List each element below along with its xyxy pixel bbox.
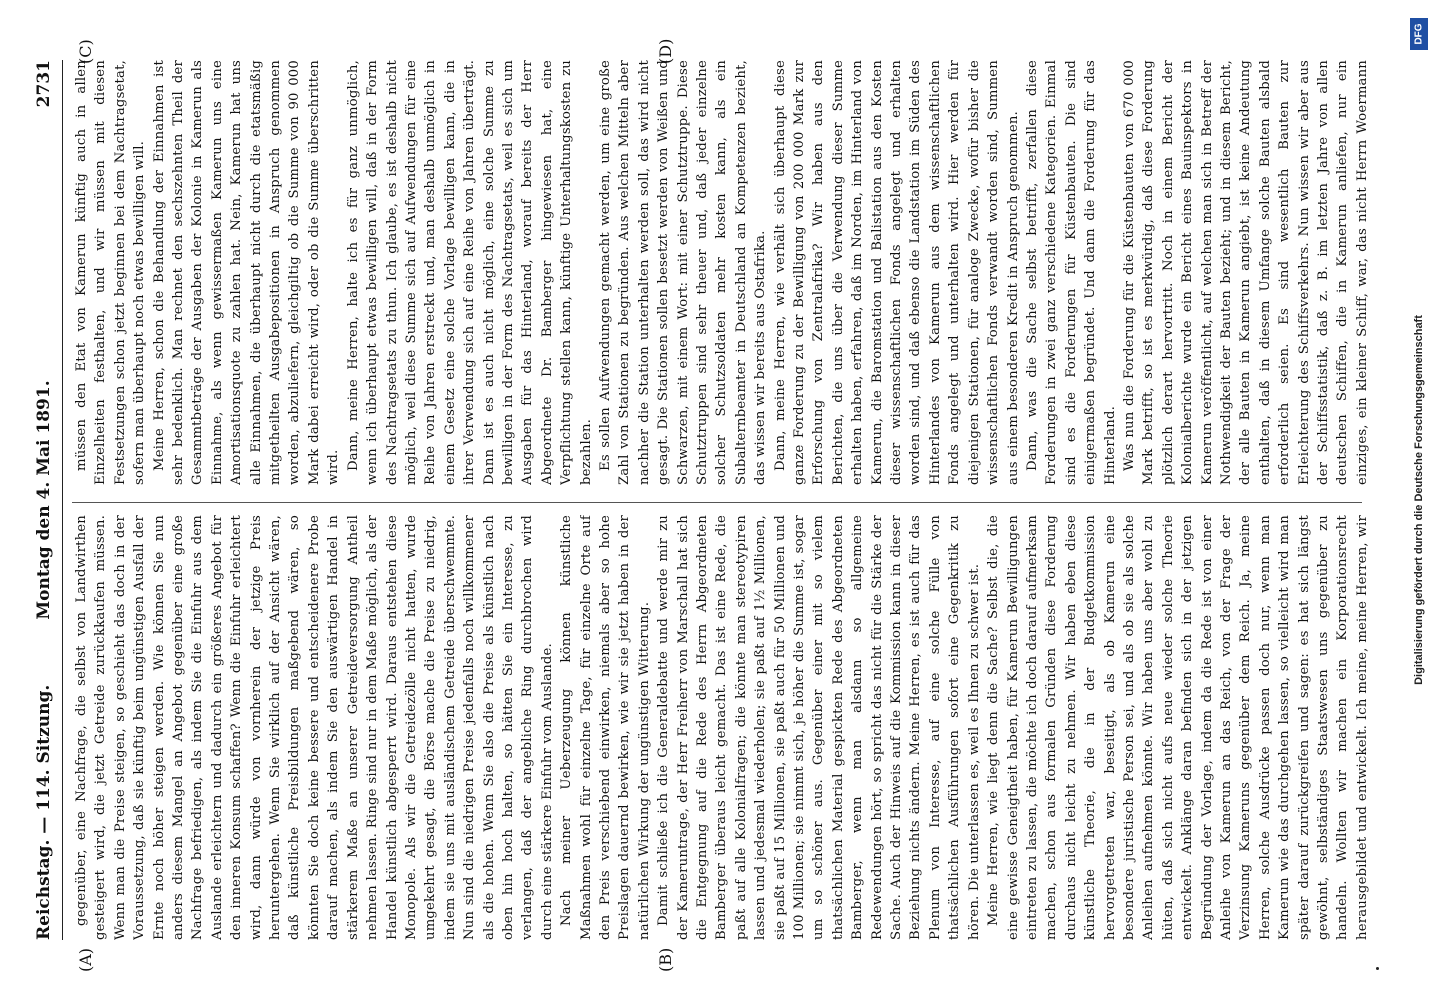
header-rule [62, 60, 63, 940]
dfg-logo-text: DFG [1413, 23, 1425, 45]
text-column-right [72, 60, 1372, 485]
margin-mark-a: (A) [76, 947, 95, 972]
paragraph: Was nun die Forderung für die Küstenbauten von 670 000 Mark betrifft, so ist es merkwürdig, daß diese Forderung plötzlich derart hervortritt. Noch in einem Bericht der Kolonialberichte wurde ein Bericht eines Bauinspektors in Kamerun veröffentlicht, auf welchen man sich in Betreff der Nothwendigkeit der Bauten bezieht; und in diesem Bericht, der alle Bauten in Kamerun angiebt, ist keine Andeutung enthalten, daß in diesem Umfange solche Bauten alsbald erforderlich seien. Es sind wesentlich Bauten zur Erleichterung des Schiffsverkehrs. Nun wissen wir aber aus der Schiffsstatistik, daß z. B. im letzten Jahre von allen deutschen Schiffen, die in Kamerun anliefen, nur ein einziges, ein kleiner Schiff, war, das nicht Herrn Woermann [1121, 60, 1370, 485]
paragraph: Meine Herren, schon die Behandlung der Einnahmen ist sehr bedenklich. Man rechnet den sechszehnten Theil der Gesammtbeträge der Ausgaben der Kolonie in Kamerun als Einnahme, als wenn gewissermaßen Kamerun uns eine Amortisationsquote zu zahlen hat. Nein, Kamerun hat uns alle Einnahmen, die überhaupt nicht durch die etatsmäßig mitgetheilten Ausgabepositionen in Anspruch genommen worden, abzuliefern, gleichgiltig ob die Summe von 90 000 Mark dabei erreicht wird, oder ob die Summe überschritten wird. [151, 60, 342, 485]
text-column-left [72, 515, 1372, 940]
paragraph: Dann, meine Herren, halte ich es für ganz unmöglich, wenn ich überhaupt etwas bewilligen will, daß in der Form des Nachtragsetats zu thun. Ich glaube, es ist deshalb nicht möglich, weil diese Summe sich auf Aufwendungen für eine Reihe von Jahren erstreckt und, man deshalb unmöglich in einem Gesetz eine solche Vorlage bewilligen kann, die in ihrer Verwendung sich auf eine Reihe von Jahren überträgt. Dann ist es auch nicht möglich, eine solche Summe zu bewilligen in der Form des Nachtragsetats, weil es sich um Ausgaben für das Hinterland, worauf bereits der Herr Abgeordnete Dr. Bamberger hingewiesen hat, eine Verpflichtung stellen kann, künftige Unterhaltungskosten zu bezahlen. [345, 60, 594, 485]
paragraph: Damit schließe ich die Generaldebatte und werde mir zu der Kameruntrage, der Herr Freiherr von Marschall hat sich die Entgegnung auf die Rede des Herrn Abgeordneten Bamberger überaus leicht gemacht. Das ist eine Rede, die paßt auf alle Kolonialfragen; die könnte man stereotypiren lassen und jedesmal wiederholen; sie paßt auf 1½ Millionen, sie paßt auf 15 Millionen, sie paßt auch für 50 Millionen und 100 Millionen; sie nimmt sich, je höher die Summe ist, sogar um so schöner aus. Gegenüber einer mit so vielem thatsächlichen Material gespickten Rede des Abgeordneten Bamberger, wenn man alsdann so allgemeine Redewendungen hört, so spricht das nicht für die Stärke der Sache. Auch der Hinweis auf die Kommission kann in dieser Beziehung nichts ändern. Meine Herren, es ist auch für das Plenum von Interesse, auf eine solche Fülle von thatsächlichen Ausführungen sofort eine Gegenkritik zu hören. Die unterlassen es, weil es Ihnen zu schwer ist. [656, 515, 982, 940]
paragraph: müssen den Etat von Kamerun künftig auch in allen Einzelheiten festhalten, und wir müssen mit diesen Festsetzungen schon jetzt beginnen bei dem Nachtragsetat, sofern man überhaupt noch etwas bewilligen will. [74, 60, 148, 485]
scan-speck [1376, 967, 1379, 970]
paragraph: Dann, was die Sache selbst betrifft, zerfallen diese Forderungen in zwei ganz verschiedene Kategorien. Einmal sind es die Forderungen für Küstenbauten. Die sind einigermaßen begründet. Und dann die Forderung für das Hinterland. [1024, 60, 1118, 485]
margin-mark-d: (D) [656, 38, 675, 64]
paragraph: Nach meiner Ueberzeugung können künstliche Maßnahmen wohl für einzelne Tage, für einzelne Orte auf den Preis verschiebend einwirken, niemals aber so hohe Preislagen dauernd bewirken, wie wir sie jetzt haben in der natürlichen Wirkung der ungünstigen Witterung. [559, 515, 652, 940]
newspaper-page [16, 20, 1416, 980]
dfg-logo-icon [1410, 18, 1428, 50]
column-divider [72, 502, 1362, 503]
header-title: Reichstag. — 114. Sitzung. [34, 684, 54, 940]
dfg-credit-text: Digitalisierung gefördert durch die Deutsche Forschungsgemeinschaft [1413, 315, 1425, 685]
page-number: 2731 [34, 60, 54, 108]
margin-mark-b: (B) [656, 947, 675, 972]
page-header [34, 60, 60, 940]
paragraph: Dann, meine Herren, wie verhält sich überhaupt diese ganze Forderung zu der Bewilligung von 200 000 Mark zur Erforschung von Zentralafrika? Wir haben aus den Berichten, die uns über die Verwendung dieser Summe erhalten haben, erfahren, daß im Norden, im Hinterland von Kamerun, die Baromstation und Balistation aus den Kosten dieser wissenschaftlichen Fonds angelegt und erhalten worden sind, und daß ebenso die Landstation im Süden des Hinterlandes von Kamerun aus dem wissenschaftlichen Fonds angelegt und unterhalten wird. Hier werden für diejenigen Stationen, für analoge Zwecke, wofür bisher die wissenschaftlichen Fonds verwandt worden sind, Summen aus einem besonderen Kredit in Anspruch genommen. [772, 60, 1021, 485]
paragraph: Es sollen Aufwendungen gemacht werden, um eine große Zahl von Stationen zu begründen. Aus welchen Mitteln aber nachher die Station unterhalten werden soll, das wird nicht gesagt. Die Stationen sollen besetzt werden von Weißen und Schwarzen, mit einem Wort: mit einer Schutztruppe. Diese Schutztruppen sind sehr theuer und, daß jeder einzelne solcher Schutzsoldaten mehr kosten kann, als ein Subalternbeamter in Deutschland an Kompetenzen bezieht, das wissen wir bereits aus Ostafrika. [597, 60, 769, 485]
margin-mark-c: (C) [76, 39, 95, 64]
paragraph: Meine Herren, wie liegt denn die Sache? Selbst die, die eine gewisse Geneigtheit haben, für Kamerun Bewilligungen eintreten zu lassen, die möchte ich doch darauf aufmerksam machen, schon aus formalen Gründen diese Forderung durchaus nicht leicht zu nehmen. Wir haben eben diese künstliche Theorie, die in der Budgetkommission hervorgetreten war, beseitigt, als ob Kamerun eine besondere juristische Person sei, und als ob sie als solche Anleihen aufnehmen könnte. Wir haben uns aber wohl zu hüten, daß sich nicht aufs neue wieder solche Theorie entwickelt. Anklänge daran befinden sich in der jetzigen Begründung der Vorlage, indem da die Rede ist von einer Anleihe von Kamerun an das Reich, von der Frage der Verzinsung Kameruns gegenüber dem Reich. Ja, meine Herren, solche Ausdrücke passen doch nur, wenn man Kamerun wie das durchgehen lassen, so vielleicht wird man später darauf zurückgreifen und sagen: es hat sich längst gewöhnt, selbständiges Staatswesen uns gegenüber zu handeln. Wollten wir machen ein Korporationsrecht herausgebildet und entwickelt. Ich meine, meine Herren, wir [986, 515, 1370, 940]
dfg-side-strip [1407, 0, 1432, 1000]
header-date: Montag den 4. Mai 1891. [34, 380, 54, 620]
paragraph: gegenüber, eine Nachfrage, die selbst von Landwirthen gesteigert wird, die jetzt Getreide zurückkaufen müssen. Wenn man die Preise steigen, so geschieht das doch in der Voraussetzung, daß sie künftig beim ungünstigen Ausfall der Ernte noch höher steigen werden. Wie können Sie nun anders diesem Mangel an Angebot gegenüber eine große Nachfrage befriedigen, als indem Sie die Einfuhr aus dem Auslande erleichtern und dadurch ein größeres Angebot für den inneren Konsum schaffen? Wenn die Einfuhr erleichtert wird, dann würde von vornherein der jetzige Preis heruntergehen. Wenn Sie wirklich auf der Ansicht wären, daß künstliche Preisbildungen maßgebend wären, so könnten Sie doch keine bessere und entscheidenere Probe darauf machen, als indem Sie den auswärtigen Handel in stärkerem Maße an unserer Getreideversorgung Antheil nehmen lassen. Ringe sind nur in dem Maße möglich, als der Handel künstlich abgesperrt wird. Daraus entstehen diese Monopole. Als wir die Getreidezölle nicht hatten, wurde umgekehrt gesagt, die Börse mache die Preise zu niedrig, indem sie uns mit ausländischem Getreide überschwemmte. Nun sind die niedrigen Preise jedenfalls noch willkommener als die hohen. Wenn Sie also die Preise als künstlich nach oben hin hoch halten, so hätten Sie ein Interesse, zu verlangen, daß der angebliche Ring durchbrochen wird durch eine stärkere Einfuhr vom Auslande. [74, 515, 555, 940]
